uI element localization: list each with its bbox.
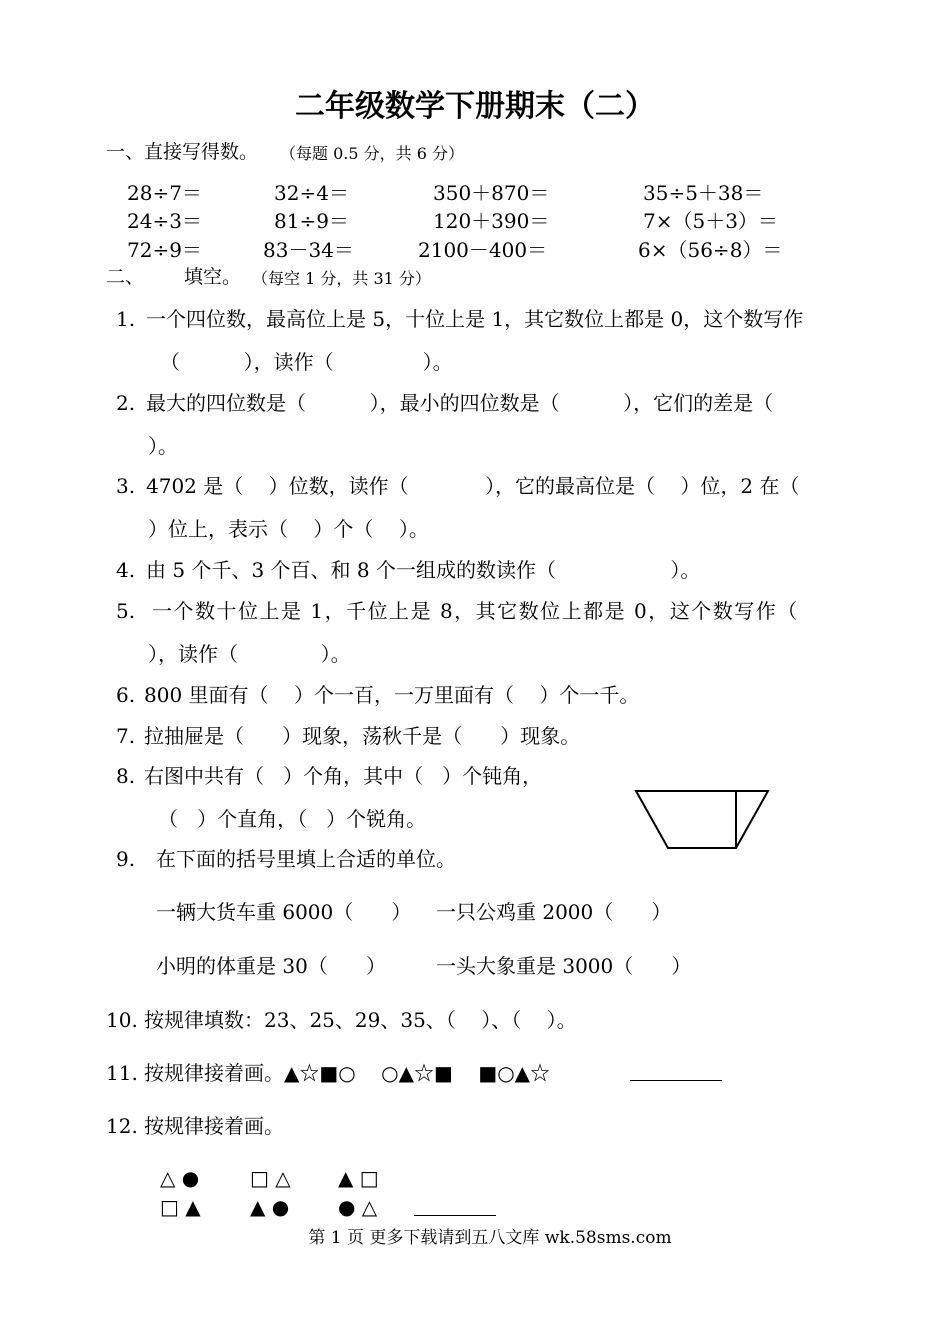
pattern-shapes: □ ▲ — [160, 1195, 201, 1219]
pattern-shapes: □ △ — [250, 1166, 291, 1190]
answer-blank — [630, 1080, 722, 1081]
page-footer: 第 1 页 更多下载请到五八文库 wk.58sms.com — [308, 1228, 672, 1248]
unit-item: 一只公鸡重 2000（ ） — [436, 900, 672, 924]
question-number: 12. — [106, 1114, 138, 1138]
trapezoid-figure — [632, 788, 772, 852]
calc-item: 35÷5＋38＝ — [643, 181, 764, 205]
question-text: （ ）个直角，（ ）个锐角。 — [158, 807, 427, 831]
section2-heading: 填空。 — [184, 266, 242, 288]
question-number: 2. — [116, 391, 136, 415]
section1-heading: 一、直接写得数。 — [106, 141, 259, 163]
pattern-shapes: ● △ — [338, 1195, 378, 1219]
calc-item: 28÷7＝ — [127, 181, 202, 205]
question-number: 6. — [116, 683, 136, 707]
question-number: 4. — [116, 558, 136, 582]
section1-note: （每题 0.5 分，共 6 分） — [280, 144, 464, 163]
question-text: 由 5 个千、3 个百、和 8 个一组成的数读作（ ）。 — [146, 558, 701, 582]
question-text: 最大的四位数是（ ），最小的四位数是（ ），它们的差是（ — [146, 391, 774, 415]
page-title: 二年级数学下册期末（二） — [295, 89, 655, 124]
answer-blank — [414, 1215, 496, 1216]
question-text: 4702 是（ ）位数，读作（ ），它的最高位是（ ）位，2 在（ — [146, 474, 800, 498]
calc-item: 6×（56÷8）＝ — [638, 238, 783, 262]
question-number: 1. — [116, 307, 136, 331]
section2-note: （每空 1 分，共 31 分） — [252, 269, 431, 288]
question-text: ）位上，表示（ ）个（ ）。 — [148, 517, 429, 541]
question-text: 按规律接着画。 — [144, 1114, 284, 1138]
calc-item: 81÷9＝ — [274, 209, 349, 233]
question-text: ）。 — [148, 434, 178, 458]
pattern-shapes: △ ● — [160, 1166, 200, 1190]
question-number: 7. — [116, 724, 136, 748]
question-number: 9. — [116, 847, 136, 871]
calc-item: 7×（5＋3）＝ — [643, 209, 778, 233]
unit-item: 一辆大货车重 6000（ ） — [156, 900, 412, 924]
calc-item: 2100－400＝ — [418, 238, 548, 262]
calc-item: 83－34＝ — [263, 238, 354, 262]
question-text: ），读作（ ）。 — [148, 642, 351, 666]
calc-item: 32÷4＝ — [274, 181, 349, 205]
question-text: 一个四位数，最高位上是 5，十位上是 1，其它数位上都是 0，这个数写作 — [146, 307, 804, 331]
question-text: 一个数十位上是 1，千位上是 8，其它数位上都是 0，这个数写作（ — [152, 599, 799, 623]
pattern-shapes: ▲ ● — [250, 1195, 290, 1219]
question-number: 11. — [106, 1061, 138, 1085]
question-number: 10. — [106, 1008, 138, 1032]
pattern-shapes: ▲ □ — [338, 1166, 379, 1190]
question-text: 800 里面有（ ）个一百，一万里面有（ ）个一千。 — [144, 683, 640, 707]
question-number: 3. — [116, 474, 136, 498]
unit-item: 小明的体重是 30（ ） — [156, 954, 386, 978]
question-text: 按规律接着画。▲☆■○ ○▲☆■ ■○▲☆ — [144, 1061, 551, 1085]
unit-item: 一头大象重是 3000（ ） — [436, 954, 692, 978]
question-text: 右图中共有（ ）个角，其中（ ）个钝角， — [144, 764, 543, 788]
question-text: （ ），读作（ ）。 — [160, 350, 453, 374]
section2-number: 二、 — [106, 266, 145, 288]
calc-item: 24÷3＝ — [127, 209, 202, 233]
question-text: 拉抽屉是（ ）现象，荡秋千是（ ）现象。 — [144, 724, 581, 748]
calc-item: 72÷9＝ — [127, 238, 202, 262]
calc-item: 350＋870＝ — [433, 181, 550, 205]
question-text: 在下面的括号里填上合适的单位。 — [156, 847, 456, 871]
calc-item: 120＋390＝ — [433, 209, 550, 233]
question-number: 8. — [116, 764, 136, 788]
question-number: 5. — [116, 599, 136, 623]
question-text: 按规律填数：23、25、29、35、（ ）、（ ）。 — [144, 1008, 577, 1032]
